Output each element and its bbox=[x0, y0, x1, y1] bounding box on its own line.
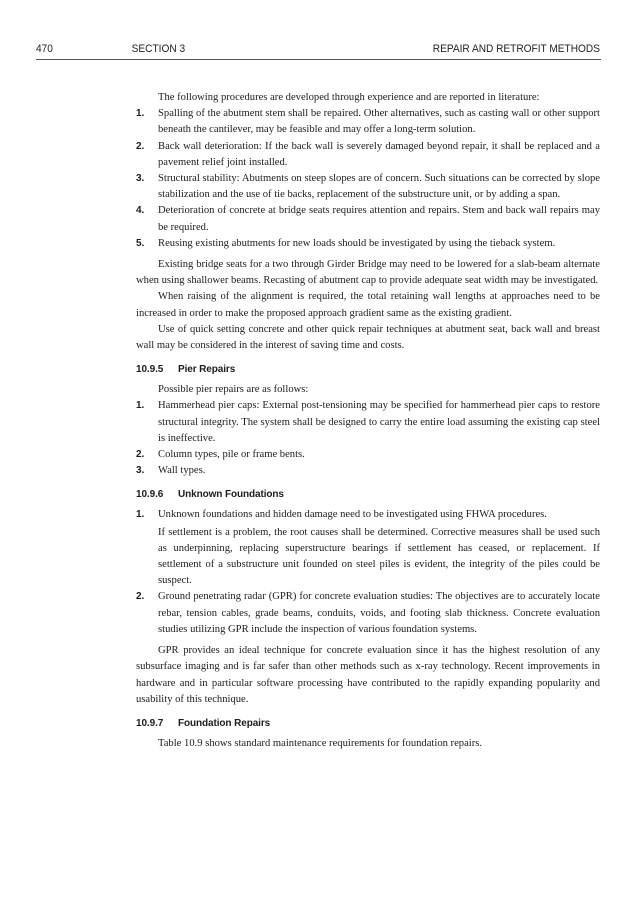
list-item bbox=[136, 589, 600, 638]
section-number: 10.9.5 bbox=[136, 364, 164, 376]
page-body bbox=[136, 90, 600, 752]
list-number: 3. bbox=[136, 173, 145, 185]
body-paragraph: GPR provides an ideal technique for concrete evaluation since it has the highest resolution of any subsurface imaging and is far safer than other methods such as x-ray technology. Recent improvements in hardware and in particular software processing have contributed to the rapidly expanding popularity and usability of this technique. bbox=[136, 645, 600, 705]
list-item bbox=[136, 236, 600, 252]
list-item bbox=[136, 507, 600, 523]
pier-intro: Possible pier repairs are as follows: bbox=[158, 384, 309, 396]
list-text: Ground penetrating radar (GPR) for concrete evaluation studies: The objectives are to accurately locate rebar, tension cables, grade beams, conduits, voids, and footing slab thickness. Concrete evaluation studies utilizing GPR include the inspection of various foundation systems. bbox=[158, 591, 600, 635]
section-heading-foundation-repairs bbox=[136, 716, 600, 732]
section-title: Pier Repairs bbox=[178, 364, 236, 376]
list-text: Deterioration of concrete at bridge seats requires attention and repairs. Stem and back wall repairs may be required. bbox=[158, 205, 600, 233]
body-paragraph: When raising of the alignment is required, the total retaining wall lengths at approaches need to be increased in order to make the proposed approach gradient same as the existing gradient. bbox=[136, 291, 600, 319]
header-rule bbox=[36, 59, 601, 60]
list-item bbox=[136, 398, 600, 447]
running-header bbox=[36, 43, 600, 59]
list-item bbox=[136, 106, 600, 138]
page-number: 470 bbox=[36, 43, 53, 55]
list-text: Hammerhead pier caps: External post-tensioning may be specified for hammerhead pier caps to restore structural integrity. The system shall be designed to carry the entire load assuming the existing cap steel is ineffective. bbox=[158, 400, 600, 444]
list-number: 1. bbox=[136, 108, 145, 120]
list-text: Spalling of the abutment stem shall be repaired. Other alternatives, such as casting wall or other support beneath the cantilever, may be feasible and may offer a long-term solution. bbox=[158, 108, 600, 136]
list-text: Back wall deterioration: If the back wall is severely damaged beyond repair, it shall be replaced and a pavement relief joint installed. bbox=[158, 140, 600, 168]
intro-paragraph: The following procedures are developed through experience and are reported in literature: bbox=[158, 92, 540, 103]
list-number: 3. bbox=[136, 465, 145, 477]
list-item bbox=[136, 203, 600, 235]
section-number: 10.9.6 bbox=[136, 489, 164, 501]
section-heading-unknown-foundations bbox=[136, 487, 600, 503]
list-number: 5. bbox=[136, 237, 145, 249]
section-title: Unknown Foundations bbox=[178, 489, 284, 501]
list-number: 2. bbox=[136, 140, 145, 152]
section-label: SECTION 3 bbox=[131, 43, 186, 55]
list-item bbox=[136, 463, 600, 479]
list-item bbox=[136, 139, 600, 171]
section-heading-pier-repairs bbox=[136, 362, 600, 378]
list-number: 1. bbox=[136, 400, 145, 412]
list-number: 2. bbox=[136, 449, 145, 461]
section-title: Foundation Repairs bbox=[178, 717, 271, 729]
list-subparagraph: If settlement is a problem, the root causes shall be determined. Corrective measures shall be used such as underpinning, replacing superstructure bearings if settlement has ceased, or replacement. If settlement of a substructure unit founded on steel piles is evident, the integrity of the piles could be suspect. bbox=[158, 526, 600, 587]
list-number: 1. bbox=[136, 509, 145, 521]
abutment-procedure-list bbox=[136, 106, 600, 252]
list-text: Column types, pile or frame bents. bbox=[158, 449, 305, 461]
list-item bbox=[136, 447, 600, 463]
body-paragraph: Use of quick setting concrete and other quick repair techniques at abutment seat, back wall and breast wall may be considered in the interest of saving time and costs. bbox=[136, 323, 600, 352]
body-paragraph: Table 10.9 shows standard maintenance requirements for foundation repairs. bbox=[158, 737, 483, 749]
body-paragraph: Existing bridge seats for a two through Girder Bridge may need to be lowered for a slab-beam alternate when using shallower beams. Recasting of abutment cap to provide adequate seat width may be investigated. bbox=[136, 259, 600, 287]
list-number: 2. bbox=[136, 591, 145, 603]
list-number: 4. bbox=[136, 205, 145, 217]
list-item bbox=[136, 171, 600, 203]
chapter-title: REPAIR AND RETROFIT METHODS bbox=[432, 43, 600, 55]
section-number: 10.9.7 bbox=[136, 717, 164, 729]
list-text: Wall types. bbox=[158, 465, 206, 477]
list-text: Unknown foundations and hidden damage need to be investigated using FHWA procedures. bbox=[158, 509, 547, 521]
list-text: Reusing existing abutments for new loads should be investigated by using the tieback system. bbox=[158, 237, 556, 249]
list-text: Structural stability: Abutments on steep slopes are of concern. Such situations can be corrected by slope stabilization and the use of tie backs, replacement of the substructure unit, or by adding a span. bbox=[158, 173, 600, 201]
pier-repair-list bbox=[136, 398, 600, 479]
